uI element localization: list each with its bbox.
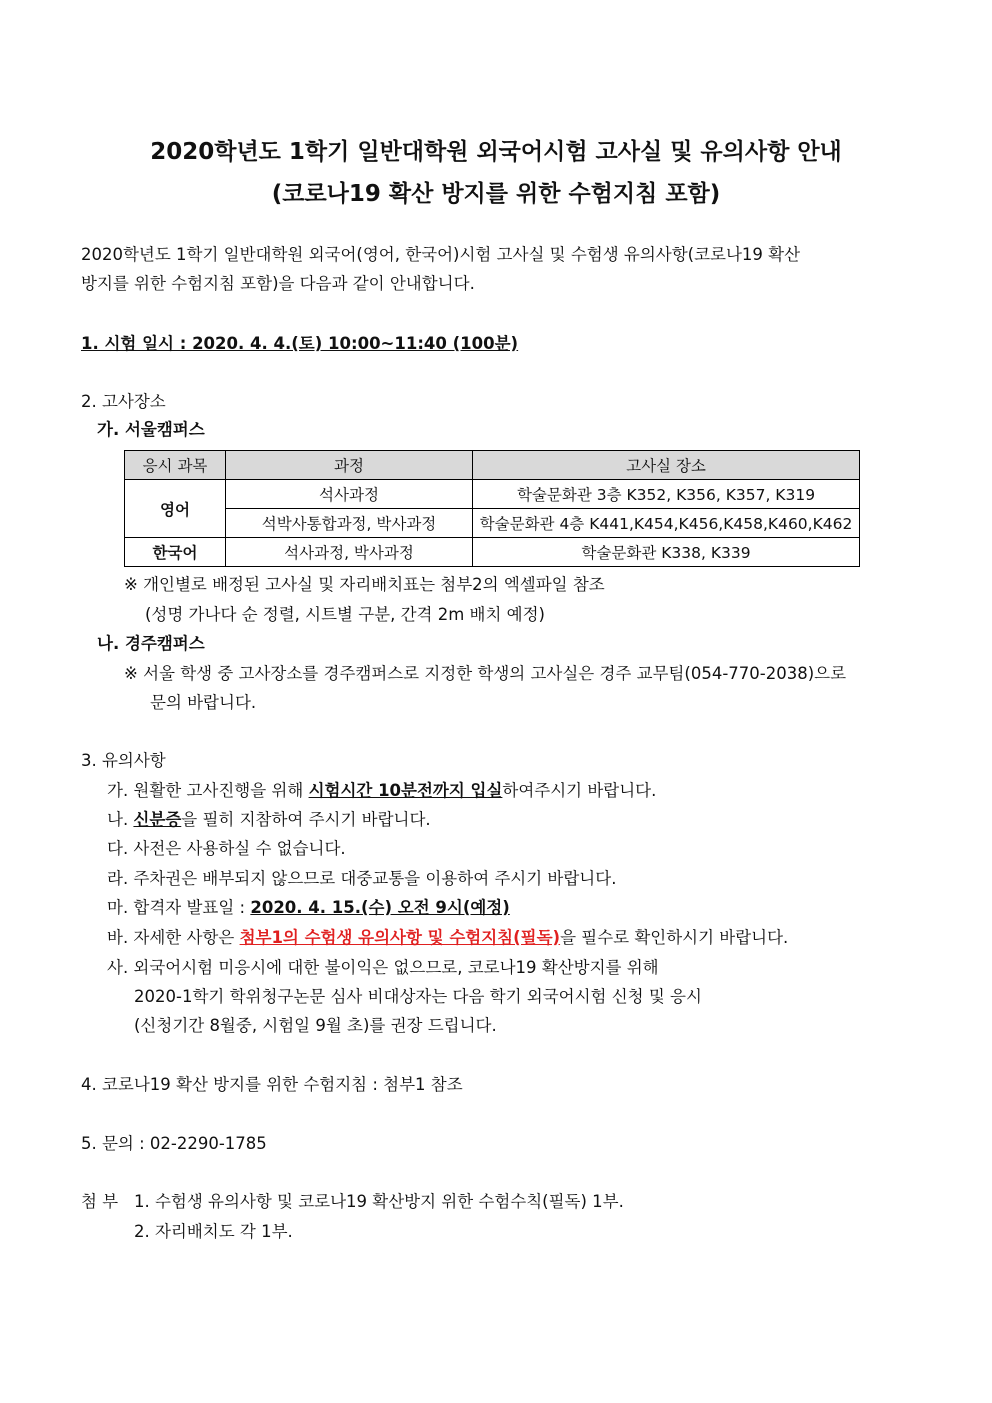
- note-b-emphasis: 신분증: [133, 810, 182, 829]
- note-e-emphasis: 2020. 4. 15.(수) 오전 9시(예정): [250, 898, 510, 917]
- room-cell: 학술문화관 3층 K352, K356, K357, K319: [473, 480, 860, 509]
- note-item-c: 다. 사전은 사용하실 수 없습니다.: [107, 839, 346, 858]
- gyeongju-note-1: ※ 서울 학생 중 고사장소를 경주캠퍼스로 지정한 학생의 고사실은 경주 교무팀(054-770-2038)으로: [124, 664, 847, 683]
- attachments-label: 첨 부: [81, 1192, 119, 1211]
- note-f-emphasis: 첨부1의 수험생 유의사항 및 수험지침(필독): [239, 928, 561, 947]
- table-row: [125, 480, 860, 509]
- section-notes-heading: 3. 유의사항: [81, 751, 166, 770]
- note-a-prefix: 가. 원활한 고사진행을 위해: [107, 781, 309, 800]
- col-header-room: 고사실 장소: [473, 451, 860, 480]
- note-item-f: [107, 924, 788, 948]
- room-cell: 학술문화관 K338, K339: [473, 538, 860, 567]
- intro-line-1: 2020학년도 1학기 일반대학원 외국어(영어, 한국어)시험 고사실 및 수험생 유의사항(코로나19 확산: [81, 245, 801, 264]
- intro-line-2: 방지를 위한 수험지침 포함)을 다음과 같이 안내합니다.: [81, 274, 475, 293]
- seoul-campus-heading: 가. 서울캠퍼스: [97, 420, 205, 439]
- note-b-suffix: 을 필히 지참하여 주시기 바랍니다.: [181, 810, 431, 829]
- note-f-prefix: 바. 자세한 사항은: [107, 928, 240, 947]
- course-cell: 석박사통합과정, 박사과정: [226, 509, 473, 538]
- note-f-suffix: 을 필수로 확인하시기 바랍니다.: [560, 928, 789, 947]
- note-item-g-line-3: (신청기간 8월중, 시험일 9월 초)를 권장 드립니다.: [134, 1016, 497, 1035]
- section-venue-heading: 2. 고사장소: [81, 392, 166, 411]
- table-row: [125, 538, 860, 567]
- col-header-course: 과정: [226, 451, 473, 480]
- room-cell: 학술문화관 4층 K441,K454,K456,K458,K460,K462: [473, 509, 860, 538]
- col-header-subject: 응시 과목: [125, 451, 226, 480]
- seoul-note-1: ※ 개인별로 배정된 고사실 및 자리배치표는 첨부2의 엑셀파일 참조: [124, 575, 605, 594]
- exam-datetime: 1. 시험 일시 : 2020. 4. 4.(토) 10:00~11:40 (100분): [81, 334, 519, 353]
- section-covid-guideline: 4. 코로나19 확산 방지를 위한 수험지침 : 첨부1 참조: [81, 1075, 463, 1094]
- note-item-d: 라. 주차권은 배부되지 않으므로 대중교통을 이용하여 주시기 바랍니다.: [107, 869, 617, 888]
- subject-cell: 한국어: [125, 538, 226, 567]
- note-e-prefix: 마. 합격자 발표일 :: [107, 898, 251, 917]
- note-item-g-line-1: 사. 외국어시험 미응시에 대한 불이익은 없으므로, 코로나19 확산방지를 위해: [107, 958, 659, 977]
- gyeongju-note-2: 문의 바랍니다.: [150, 693, 257, 712]
- table-row: [125, 509, 860, 538]
- note-item-a: [107, 777, 656, 801]
- seoul-note-2: (성명 가나다 순 정렬, 시트별 구분, 간격 2m 배치 예정): [145, 605, 545, 624]
- course-cell: 석사과정: [226, 480, 473, 509]
- subject-cell: 영어: [125, 480, 226, 538]
- exam-room-table: [124, 450, 860, 567]
- note-item-e: [107, 894, 510, 918]
- note-item-g-line-2: 2020-1학기 학위청구논문 심사 비대상자는 다음 학기 외국어시험 신청 및 응시: [134, 987, 702, 1006]
- course-cell: 석사과정, 박사과정: [226, 538, 473, 567]
- table-header-row: [125, 451, 860, 480]
- document-subtitle: (코로나19 확산 방지를 위한 수험지침 포함): [271, 181, 721, 207]
- note-a-emphasis: 시험시간 10분전까지 입실: [308, 781, 503, 800]
- section-contact: 5. 문의 : 02-2290-1785: [81, 1134, 267, 1153]
- note-item-b: [107, 806, 431, 830]
- gyeongju-campus-heading: 나. 경주캠퍼스: [97, 634, 205, 653]
- note-b-prefix: 나.: [107, 810, 134, 829]
- document-title: 2020학년도 1학기 일반대학원 외국어시험 고사실 및 유의사항 안내: [150, 139, 842, 165]
- attachment-item-2: 2. 자리배치도 각 1부.: [134, 1222, 293, 1241]
- attachment-item-1: 1. 수험생 유의사항 및 코로나19 확산방지 위한 수험수칙(필독) 1부.: [134, 1192, 624, 1211]
- note-a-suffix: 하여주시기 바랍니다.: [502, 781, 657, 800]
